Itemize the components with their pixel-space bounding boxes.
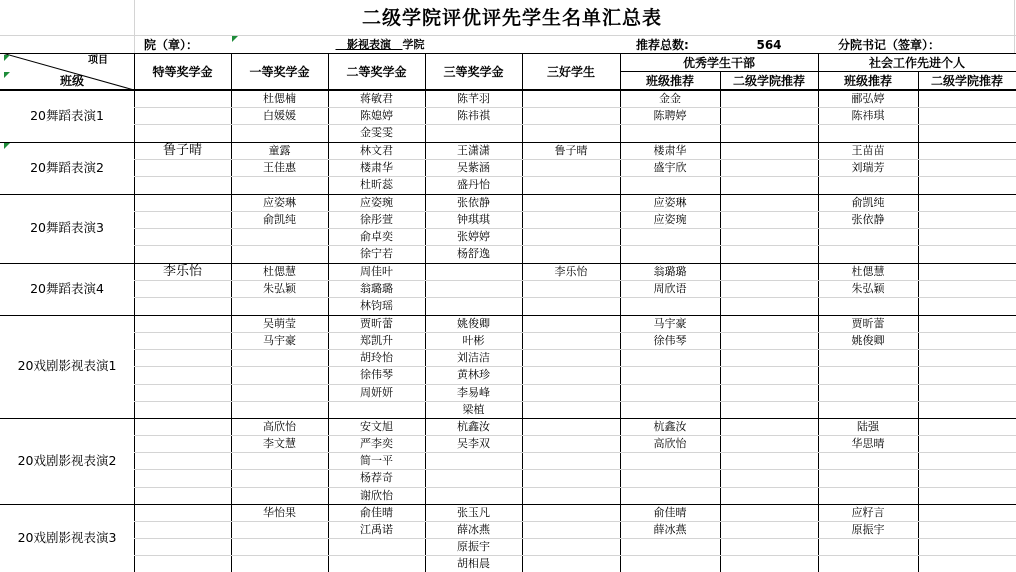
name-cell: 盛丹怡	[457, 178, 490, 191]
name-cell: 吴萌莹	[263, 317, 296, 330]
name-cell: 俞卓奕	[360, 230, 393, 243]
grid-line	[134, 555, 1016, 556]
grid-line	[134, 384, 1016, 385]
college-label: 院（章）：	[144, 37, 199, 52]
name-cell: 周妍妍	[360, 386, 393, 399]
name-cell: 叶彬	[462, 334, 485, 347]
grid-line	[720, 263, 721, 315]
name-cell: 杨舒逸	[457, 247, 490, 260]
grid-line	[231, 53, 232, 90]
grid-line	[134, 228, 1016, 229]
grid-line	[134, 538, 1016, 539]
grid-line	[918, 71, 919, 90]
name-cell: 马宇豪	[653, 317, 687, 330]
grid-line	[134, 0, 135, 54]
name-cell: 杜偲慧	[263, 265, 296, 278]
name-cell: 陈媳婷	[360, 109, 393, 122]
name-cell: 杭鑫汝	[653, 420, 687, 433]
grid-line	[425, 53, 426, 90]
college-field	[310, 36, 450, 53]
grid-line	[620, 53, 621, 90]
name-cell: 金金	[659, 92, 681, 105]
header-cadre: 优秀学生干部	[682, 55, 755, 70]
grid-line	[522, 90, 523, 142]
name-cell: 高欣怡	[263, 420, 296, 433]
grid-line	[0, 35, 1016, 36]
grid-line	[425, 263, 426, 315]
grid-line	[134, 487, 1016, 488]
grid-line	[134, 176, 1016, 177]
name-cell: 朱弘颖	[851, 282, 885, 295]
name-cell: 俞佳晴	[360, 506, 393, 519]
grid-line	[134, 124, 1016, 125]
name-cell: 郑凯升	[360, 334, 393, 347]
name-cell: 郦弘婷	[851, 92, 885, 105]
grid-line	[134, 469, 1016, 470]
name-cell: 胡相晨	[457, 557, 490, 570]
name-cell: 严李奕	[360, 437, 393, 450]
grid-line	[818, 53, 819, 90]
grid-line	[134, 349, 1016, 350]
grid-line	[522, 53, 523, 90]
name-cell: 金雯雯	[360, 126, 393, 139]
name-cell: 安文旭	[360, 420, 393, 433]
name-cell: 应姿琳	[653, 196, 687, 209]
name-cell: 王佳惠	[263, 161, 296, 174]
grid-line	[134, 366, 1016, 367]
name-cell: 王潇潇	[457, 144, 490, 157]
header-social-college-rec: 二级学院推荐	[930, 74, 1003, 88]
class-name: 20舞蹈表演4	[30, 280, 104, 296]
header-special: 特等奖学金	[152, 65, 213, 79]
name-cell: 简一平	[360, 454, 393, 467]
name-cell: 李易峰	[457, 386, 490, 399]
name-cell: 林文君	[360, 144, 393, 157]
name-cell: 华思晴	[851, 437, 885, 450]
name-cell: 张玉凡	[457, 506, 490, 519]
name-cell: 李文慧	[263, 437, 296, 450]
name-cell: 翁璐璐	[360, 282, 393, 295]
grid-line	[328, 53, 329, 90]
name-cell: 贾昕蕾	[851, 317, 885, 330]
class-name: 20戏剧影视表演2	[17, 452, 117, 468]
header-three-good: 三好学生	[546, 65, 595, 79]
name-cell: 陈芊羽	[457, 92, 490, 105]
grid-line	[134, 452, 1016, 453]
name-cell: 蒋敏君	[360, 92, 393, 105]
grid-line	[720, 71, 721, 90]
name-cell: 李乐怡	[162, 264, 202, 279]
header-social-class-rec: 班级推荐	[843, 74, 892, 88]
class-name: 20戏剧影视表演1	[17, 358, 117, 374]
name-cell: 张依静	[851, 213, 885, 226]
name-cell: 周佳叶	[360, 265, 393, 278]
grid-line	[918, 142, 919, 194]
name-cell: 俞凯纯	[851, 196, 885, 209]
name-cell: 吴李双	[457, 437, 490, 450]
name-cell: 朱弘颖	[263, 282, 296, 295]
cell-marker	[4, 55, 10, 61]
college-name: 影视表演	[347, 38, 391, 51]
name-cell: 白媛媛	[263, 109, 296, 122]
secretary-label: 分院书记（签章）：	[838, 37, 941, 52]
grid-line	[918, 263, 919, 315]
grid-line	[720, 142, 721, 194]
name-cell: 鲁子晴	[162, 143, 202, 158]
name-cell: 谢欣怡	[360, 489, 393, 502]
name-cell: 张依静	[457, 196, 490, 209]
name-cell: 徐伟琴	[360, 368, 393, 381]
grid-line	[134, 245, 1016, 246]
name-cell: 童露	[268, 144, 291, 157]
name-cell: 俞佳晴	[653, 506, 687, 519]
name-cell: 王苗苗	[851, 144, 885, 157]
name-cell: 鲁子晴	[554, 144, 588, 157]
grid-line	[918, 418, 919, 504]
cell-marker	[232, 36, 238, 42]
name-cell: 楼肃华	[360, 161, 393, 174]
name-cell: 刘洁洁	[457, 351, 490, 364]
class-name: 20戏剧影视表演3	[17, 529, 117, 545]
name-cell: 梁植	[462, 403, 485, 416]
name-cell: 应姿琬	[360, 196, 393, 209]
name-cell: 翁璐璐	[653, 265, 687, 278]
name-cell: 贾昕蕾	[360, 317, 393, 330]
name-cell: 杜昕蕊	[360, 178, 393, 191]
name-cell: 陈聘婷	[653, 109, 687, 122]
college-suffix: 学院	[402, 38, 425, 51]
name-cell: 薛冰燕	[457, 523, 490, 536]
grid-line	[1014, 0, 1015, 54]
name-cell: 李乐怡	[554, 265, 588, 278]
name-cell: 杜偲慧	[851, 265, 885, 278]
name-cell: 刘瑞芳	[851, 161, 885, 174]
name-cell: 应籽言	[851, 506, 885, 519]
name-cell: 高欣怡	[653, 437, 687, 450]
grid-line	[720, 90, 721, 142]
class-name: 20舞蹈表演2	[30, 159, 104, 175]
header-first: 一等奖学金	[249, 65, 310, 79]
name-cell: 徐彤萱	[360, 213, 393, 226]
grid-line	[918, 90, 919, 142]
name-cell: 楼肃华	[653, 144, 687, 157]
grid-line	[0, 53, 1016, 54]
name-cell: 徐宁若	[360, 247, 393, 260]
header-social: 社会工作先进个人	[868, 55, 965, 70]
name-cell: 徐伟琴	[653, 334, 687, 347]
name-cell: 姚俊卿	[457, 317, 490, 330]
name-cell: 钟琪琪	[457, 213, 490, 226]
name-cell: 杭鑫汝	[457, 420, 490, 433]
name-cell: 吴紫涵	[457, 161, 490, 174]
name-cell: 薛冰燕	[653, 523, 687, 536]
name-cell: 姚俊卿	[851, 334, 885, 347]
name-cell: 俞凯纯	[263, 213, 296, 226]
name-cell: 盛宇欣	[653, 161, 687, 174]
name-cell: 马宇豪	[263, 334, 296, 347]
grid-line	[134, 90, 135, 142]
name-cell: 杜偲楠	[263, 92, 296, 105]
header-third: 三等奖学金	[443, 65, 504, 79]
name-cell: 原振宇	[851, 523, 885, 536]
name-cell: 陈祎琪	[851, 109, 885, 122]
name-cell: 陈祎祺	[457, 109, 490, 122]
header-diagonal	[2, 53, 134, 90]
page-title: 二级学院评优评先学生名单汇总表	[361, 7, 662, 29]
grid-line	[134, 297, 1016, 298]
name-cell: 华怡果	[263, 506, 296, 519]
name-cell: 林钧瑶	[360, 299, 393, 312]
name-cell: 江禹诺	[360, 523, 393, 536]
header-class: 班级	[59, 74, 84, 88]
name-cell: 杨荐奇	[360, 471, 393, 484]
header-cadre-class-rec: 班级推荐	[645, 74, 694, 88]
header-second: 二等奖学金	[346, 65, 407, 79]
grid-line	[720, 418, 721, 504]
name-cell: 应姿琳	[263, 196, 296, 209]
name-cell: 陆强	[857, 420, 879, 433]
grid-line	[134, 53, 135, 90]
name-cell: 应姿琬	[653, 213, 687, 226]
name-cell: 胡玲怡	[360, 351, 393, 364]
header-item: 项目	[88, 55, 108, 66]
header-cadre-college-rec: 二级学院推荐	[732, 74, 805, 88]
class-name: 20舞蹈表演1	[30, 107, 104, 123]
class-name: 20舞蹈表演3	[30, 220, 104, 236]
total-label: 推荐总数:	[636, 37, 689, 52]
grid-line	[134, 418, 135, 504]
name-cell: 周欣语	[653, 282, 687, 295]
grid-line	[134, 401, 1016, 402]
grid-line	[522, 418, 523, 504]
name-cell: 张婷婷	[457, 230, 490, 243]
name-cell: 黄林珍	[457, 368, 490, 381]
name-cell: 原振宇	[457, 540, 490, 553]
total-value: 564	[756, 37, 782, 52]
cell-marker	[4, 72, 10, 78]
